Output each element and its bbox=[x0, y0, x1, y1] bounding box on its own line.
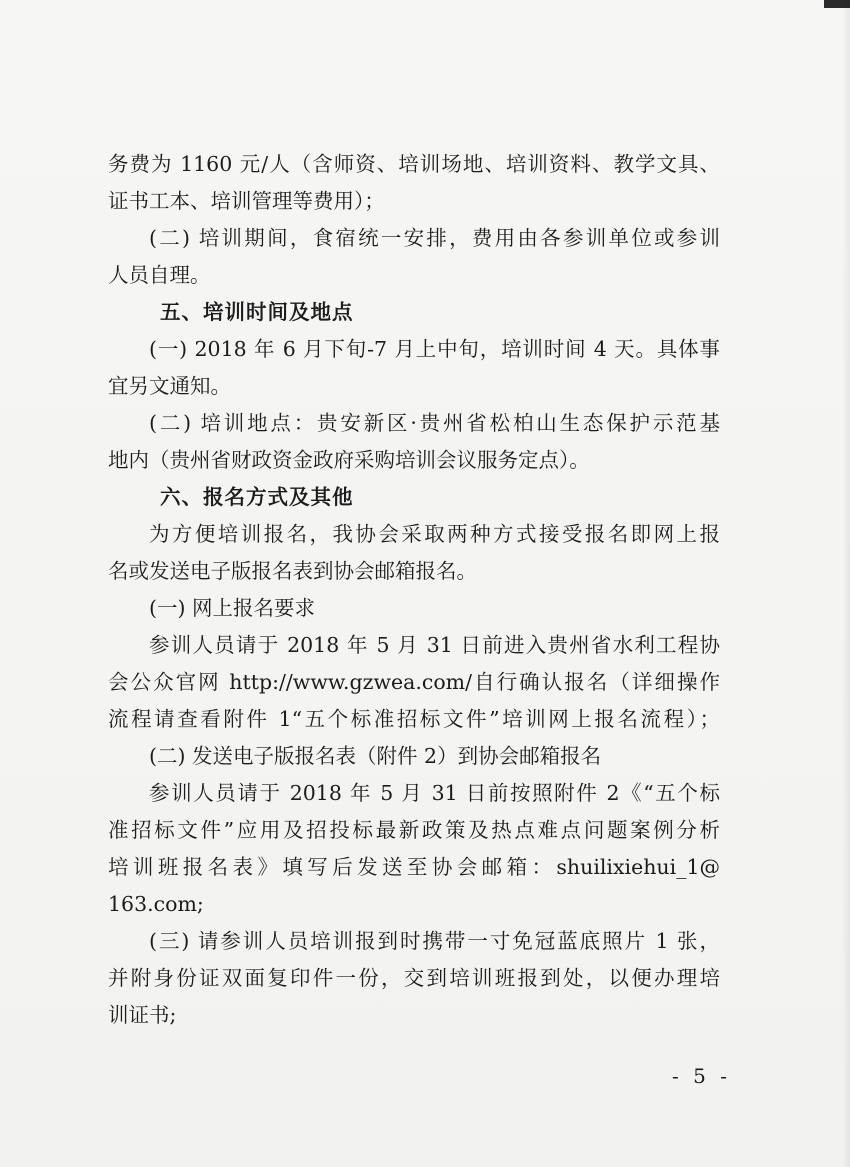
body-line: 名或发送电子版报名表到协会邮箱报名。 bbox=[108, 559, 477, 583]
section-heading: 五、培训时间及地点 bbox=[160, 300, 354, 324]
body-line: 人员自理。 bbox=[108, 263, 211, 287]
body-line: 宜另文通知。 bbox=[108, 374, 231, 398]
body-line: 务费为 1160 元/人（含师资、培训场地、培训资料、教学文具、 bbox=[108, 152, 720, 176]
body-line: (二) 培训期间，食宿统一安排，费用由各参训单位或参训 bbox=[149, 226, 720, 250]
body-line: 流程请查看附件 1“五个标准招标文件”培训网上报名流程）； bbox=[108, 707, 720, 731]
body-line: 参训人员请于 2018 年 5 月 31 日前进入贵州省水利工程协 bbox=[149, 633, 720, 657]
document-body bbox=[108, 146, 720, 1034]
body-line: 为方便培训报名，我协会采取两种方式接受报名即网上报 bbox=[149, 522, 720, 546]
body-line: (一) 2018 年 6 月下旬-7 月上中旬，培训时间 4 天。具体事 bbox=[149, 337, 720, 361]
body-line: 并附身份证双面复印件一份，交到培训班报到处，以便办理培 bbox=[108, 966, 720, 990]
body-line: 证书工本、培训管理等费用）； bbox=[108, 189, 385, 213]
section-heading: 六、报名方式及其他 bbox=[160, 485, 354, 509]
body-line: (二) 培训地点：贵安新区·贵州省松柏山生态保护示范基 bbox=[149, 411, 720, 435]
scan-shadow bbox=[842, 0, 850, 1167]
body-line: 准招标文件”应用及招投标最新政策及热点难点问题案例分析 bbox=[108, 818, 720, 842]
body-line: (三) 请参训人员培训报到时携带一寸免冠蓝底照片 1 张， bbox=[149, 929, 720, 953]
body-line: 163.com; bbox=[108, 892, 204, 916]
body-line: (二) 发送电子版报名表（附件 2）到协会邮箱报名 bbox=[149, 744, 602, 768]
body-line: 地内（贵州省财政资金政府采购培训会议服务定点）。 bbox=[108, 448, 590, 472]
body-line: 会公众官网 http://www.gzwea.com/自行确认报名（详细操作 bbox=[108, 670, 720, 694]
page-number: - 5 - bbox=[672, 1064, 731, 1088]
body-line: (一) 网上报名要求 bbox=[149, 596, 316, 620]
body-line: 培训班报名表》填写后发送至协会邮箱：shuilixiehui_1@ bbox=[108, 855, 720, 879]
body-line: 参训人员请于 2018 年 5 月 31 日前按照附件 2《“五个标 bbox=[149, 781, 720, 805]
body-line: 训证书; bbox=[108, 1003, 177, 1027]
